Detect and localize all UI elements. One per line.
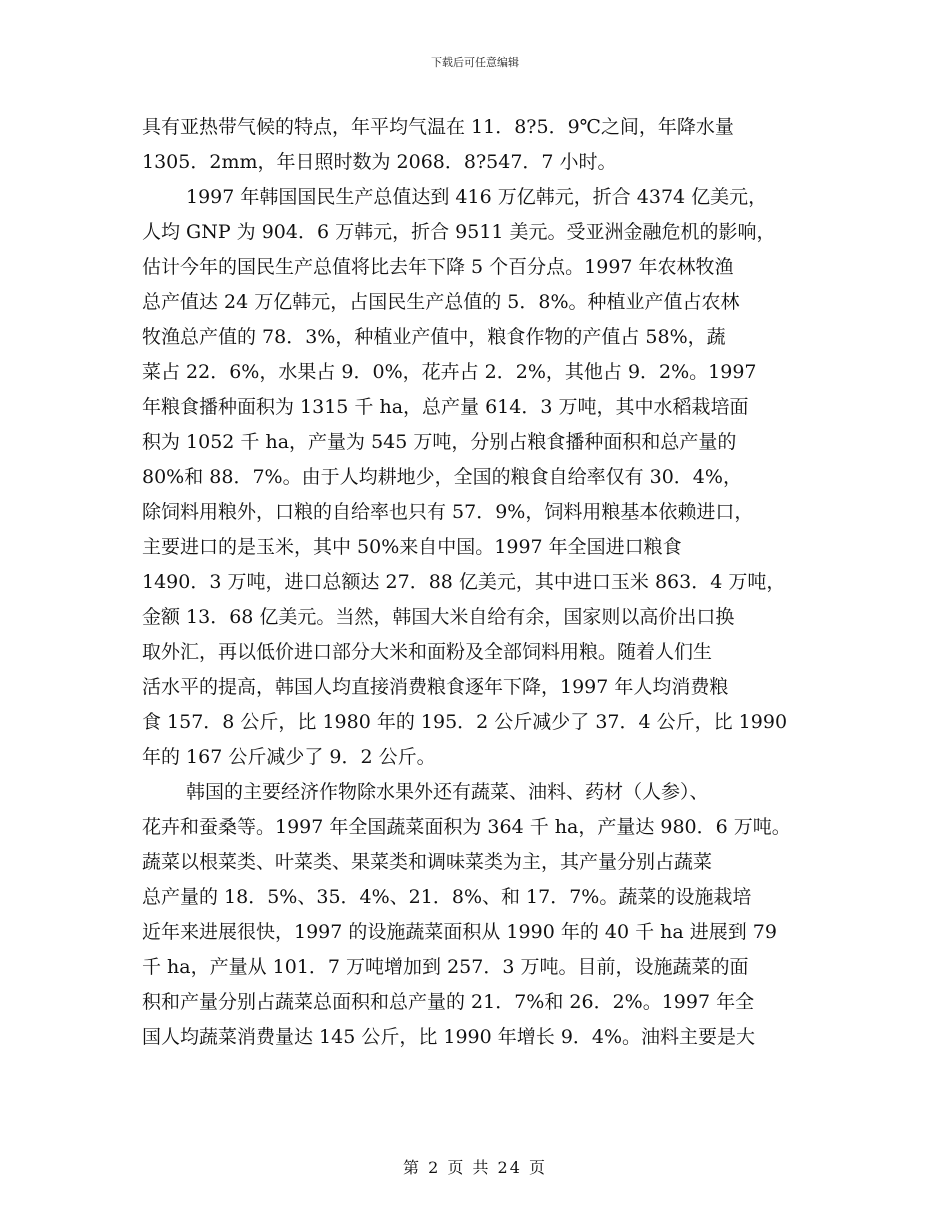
text-line: 年粮食播种面积为 1315 千 ha，总产量 614．3 万吨，其中水稻栽培面	[142, 396, 749, 418]
text-line: 具有亚热带气候的特点，年平均气温在 11．8?5．9℃之间，年降水量	[142, 116, 734, 138]
page-header: 下载后可任意编辑	[431, 56, 519, 69]
paragraph-2	[142, 180, 832, 775]
text-line: 花卉和蚕桑等。1997 年全国蔬菜面积为 364 千 ha，产量达 980．6 万吨。	[142, 816, 791, 838]
text-line: 牧渔总产值的 78．3%，种植业产值中，粮食作物的产值占 58%，蔬	[142, 326, 726, 348]
text-line: 总产量的 18．5%、35．4%、21．8%、和 17．7%。蔬菜的设施栽培	[142, 886, 752, 908]
text-line: 1490．3 万吨，进口总额达 27．88 亿美元，其中进口玉米 863．4 万吨，	[142, 571, 786, 593]
text-line: 人均 GNP 为 904．6 万韩元，折合 9511 美元。受亚洲金融危机的影响，	[142, 221, 776, 243]
text-line: 主要进口的是玉米，其中 50%来自中国。1997 年全国进口粮食	[142, 536, 682, 558]
text-line: 80%和 88．7%。由于人均耕地少，全国的粮食自给率仅有 30．4%，	[142, 466, 742, 488]
text-line: 1305．2mm，年日照时数为 2068．8?547．7 小时。	[142, 151, 617, 173]
text-line: 除饲料用粮外，口粮的自给率也只有 57．9%，饲料用粮基本依赖进口，	[142, 501, 754, 523]
paragraph-3	[142, 775, 832, 1055]
text-line: 1997 年韩国国民生产总值达到 416 万亿韩元，折合 4374 亿美元，	[186, 186, 768, 208]
text-line: 近年来进展很快，1997 的设施蔬菜面积从 1990 年的 40 千 ha 进展到 79	[142, 921, 777, 943]
text-line: 活水平的提高，韩国人均直接消费粮食逐年下降，1997 年人均消费粮	[142, 676, 729, 698]
text-line: 金额 13．68 亿美元。当然，韩国大米自给有余，国家则以高价出口换	[142, 606, 735, 628]
text-line: 菜占 22．6%，水果占 9．0%，花卉占 2．2%，其他占 9．2%。1997	[142, 361, 757, 383]
paragraph-1	[142, 110, 832, 180]
text-line: 国人均蔬菜消费量达 145 公斤，比 1990 年增长 9．4%。油料主要是大	[142, 1026, 756, 1048]
text-line: 积为 1052 千 ha，产量为 545 万吨，分别占粮食播种面积和总产量的	[142, 431, 737, 453]
text-line: 取外汇，再以低价进口部分大米和面粉及全部饲料用粮。随着人们生	[142, 641, 713, 663]
text-line: 总产值达 24 万亿韩元，占国民生产总值的 5．8%。种植业产值占农林	[142, 291, 740, 313]
text-line: 千 ha，产量从 101．7 万吨增加到 257．3 万吨。目前，设施蔬菜的面	[142, 956, 749, 978]
text-line: 韩国的主要经济作物除水果外还有蔬菜、油料、药材（人参）、	[186, 781, 709, 803]
document-body	[142, 110, 832, 1055]
text-line: 积和产量分别占蔬菜总面积和总产量的 21．7%和 26．2%。1997 年全	[142, 991, 755, 1013]
text-line: 年的 167 公斤减少了 9．2 公斤。	[142, 746, 436, 768]
page-number-footer: 第 2 页 共 24 页	[403, 1158, 547, 1177]
text-line: 蔬菜以根菜类、叶菜类、果菜类和调味菜类为主，其产量分别占蔬菜	[142, 851, 713, 873]
text-line: 食 157．8 公斤，比 1980 年的 195．2 公斤减少了 37．4 公斤，比 1990	[142, 711, 788, 733]
text-line: 估计今年的国民生产总值将比去年下降 5 个百分点。1997 年农林牧渔	[142, 256, 734, 278]
